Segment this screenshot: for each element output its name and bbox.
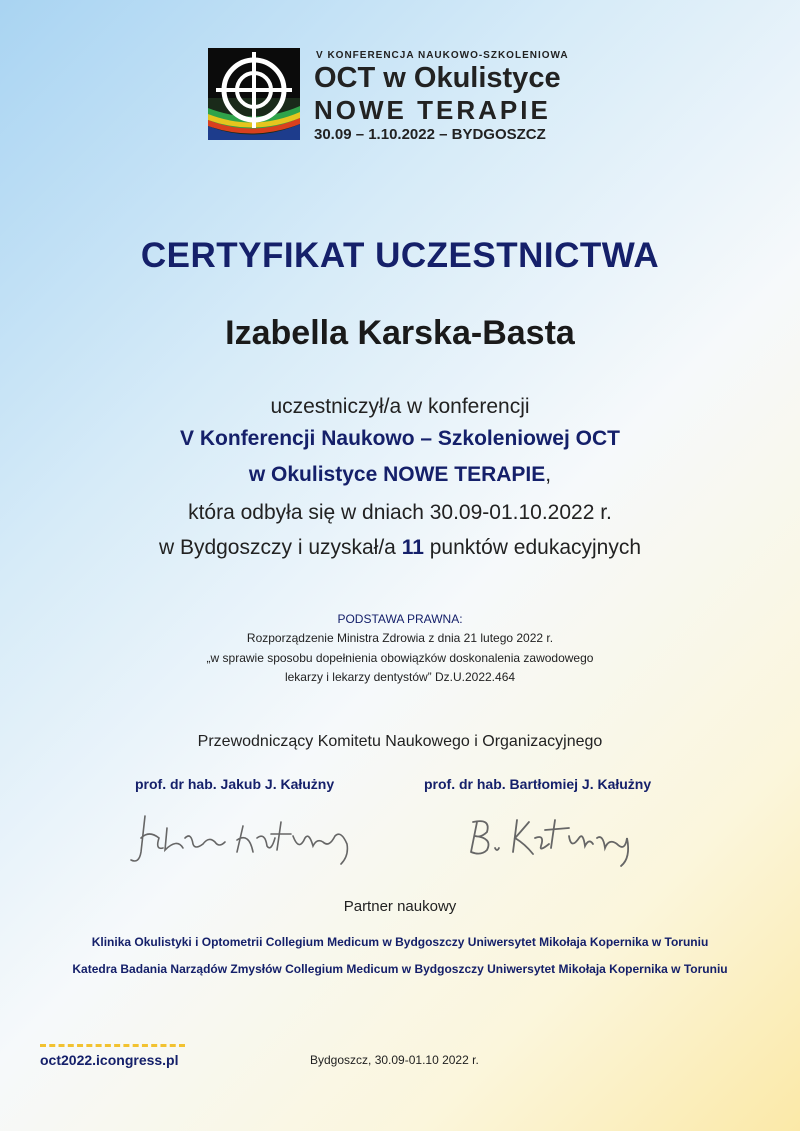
logo-date-line: 30.09 – 1.10.2022 – BYDGOSZCZ	[314, 126, 546, 143]
legal-basis-heading: PODSTAWA PRAWNA:	[337, 612, 463, 626]
conference-dates-text: która odbyła się w dniach 30.09-01.10.2022 r.	[188, 501, 612, 524]
conference-name-line2	[0, 463, 800, 487]
points-value: 11	[401, 536, 424, 559]
logo-subtitle: V KONFERENCJA NAUKOWO-SZKOLENIOWA	[316, 50, 569, 61]
committee-person2: prof. dr hab. Bartłomiej J. Kałużny	[424, 776, 652, 792]
partner-heading: Partner naukowy	[343, 898, 457, 915]
points-text-pre: w Bydgoszczy i uzyskał/a	[158, 536, 402, 559]
oct-crosshair-logo-icon	[208, 48, 300, 140]
signature-person1-icon	[125, 808, 375, 878]
points-text	[0, 536, 800, 560]
logo-title-line1: OCT w Okulistyce	[314, 62, 561, 94]
participation-text: uczestniczył/a w konferencji	[270, 395, 530, 418]
conference-name-comma: ,	[545, 463, 552, 486]
legal-basis-line3: lekarzy i lekarzy dentystów” Dz.U.2022.464	[284, 670, 516, 684]
points-text-post: punktów edukacyjnych	[423, 536, 642, 559]
legal-basis-line2: „w sprawie sposobu dopełnienia obowiązków doskonalenia zawodowego	[206, 651, 594, 665]
legal-basis-line1: Rozporządzenie Ministra Zdrowia z dnia 21 lutego 2022 r.	[246, 631, 554, 645]
conference-logo	[208, 48, 590, 142]
participant-name: Izabella Karska-Basta	[225, 314, 575, 352]
committee-heading: Przewodniczący Komitetu Naukowego i Organizacyjnego	[197, 733, 603, 750]
partner-line1: Klinika Okulistyki i Optometrii Collegium Medicum w Bydgoszczy Uniwersytet Mikołaja Kopernika w Toruniu	[91, 935, 709, 949]
certificate-title: CERTYFIKAT UCZESTNICTWA	[140, 236, 660, 275]
website-link[interactable]: oct2022.icongress.pl	[40, 1052, 179, 1068]
place-date: Bydgoszcz, 30.09-01.10 2022 r.	[310, 1053, 479, 1067]
partner-line2: Katedra Badania Narządów Zmysłów Collegium Medicum w Bydgoszczy Uniwersytet Mikołaja Kopernika w Toruniu	[72, 962, 728, 976]
conference-name-line2-text: w Okulistyce NOWE TERAPIE	[248, 463, 546, 486]
signature-person2-icon	[455, 808, 645, 878]
committee-person1: prof. dr hab. Jakub J. Kałużny	[135, 776, 335, 792]
conference-name-line1: V Konferencji Naukowo – Szkoleniowej OCT	[180, 427, 620, 450]
logo-title-line2: NOWE TERAPIE	[314, 95, 551, 125]
footer-dashed-divider	[40, 1044, 185, 1047]
